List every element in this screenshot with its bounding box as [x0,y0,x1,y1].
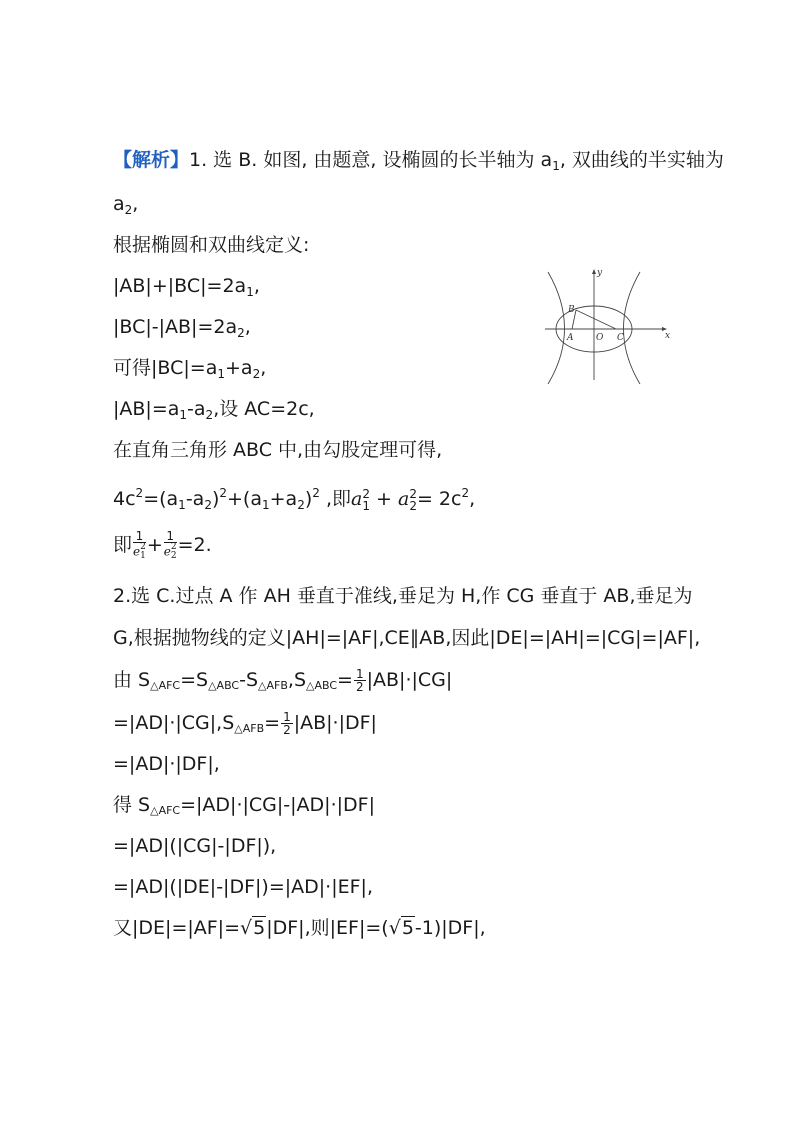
analysis-label: 【解析】 [113,149,190,171]
segment-bc [576,310,616,329]
sqrt-1: √5 [240,917,266,939]
label-c: C [617,333,624,343]
y-axis-arrow [592,269,596,274]
label-x: x [665,331,671,341]
ellipse-hyperbola-figure [543,266,673,384]
solution2-line-3: 由 S△AFC=S△ABC-S△AFB,S△ABC= $\frac{1}{2}$ |AB|·|CG| [113,667,453,694]
solution-line-5: $|BC|-|AB|=2a_2$, [113,316,251,340]
solution2-line-5: =|AD|·|DF|, [113,753,220,775]
fraction-half-2: $\frac{1}{2}$ [283,710,291,737]
solution2-line-4: =|AD|·|CG|,S△AFB= $\frac{1}{2}$ |AB|·|DF| [113,710,377,737]
fraction-1: 1 e 2 1 [133,529,146,561]
solution-line-2: $a_2$, [113,193,139,217]
solution-line-10: 即 1 e 2 1 + 1 e 2 2 =2. [113,529,212,561]
fraction-half-1: $\frac{1}{2}$ [355,667,364,694]
solution-line-3: 根据椭圆和双曲线定义: [113,234,310,256]
solution-line-6: 可得$|BC|=a_1+a_2$, [113,357,267,381]
sqrt-2: √5 [388,917,414,939]
label-y: y [597,268,603,278]
solution-line-7: $|AB|=a_1-a_2$,设 AC=2c, [113,398,315,422]
solution-line-8: 在直角三角形 ABC 中,由勾股定理可得, [113,439,443,461]
label-a: A [567,333,574,343]
solution2-line-7: =|AD|(|CG|-|DF|), [113,835,277,857]
solution-line-1: 【解析】1. 选 B. 如图, 由题意, 设椭圆的长半轴为 $a_1$, 双曲线的半实轴为 [113,149,724,173]
solution-line-4: $|AB|+|BC|=2a_1$, [113,275,260,299]
solution2-line-9: 又|DE|=|AF|=√5|DF|,则|EF|=(√5-1)|DF|, [113,917,486,939]
fraction-2: 1 e 2 2 [163,529,177,561]
label-b: B [568,305,575,315]
solution-line-9: $4c^2=(a_1-a_2)^2+(a_1+a_2)^2$ ,即a 2 1 + a 2 2 = $2c^2$, [113,486,476,513]
label-o: O [596,333,604,343]
solution2-line-6: 得 S△AFC=|AD|·|CG|-|AD|·|DF| [113,794,375,817]
solution2-line-1: 2.选 C.过点 A 作 AH 垂直于准线,垂足为 H,作 CG 垂直于 AB,垂足为 [113,585,693,607]
solution2-line-8: =|AD|(|DE|-|DF|)=|AD|·|EF|, [113,876,373,898]
solution2-line-2: G,根据抛物线的定义|AH|=|AF|,CE∥AB,因此|DE|=|AH|=|CG|=|AF|, [113,627,701,649]
